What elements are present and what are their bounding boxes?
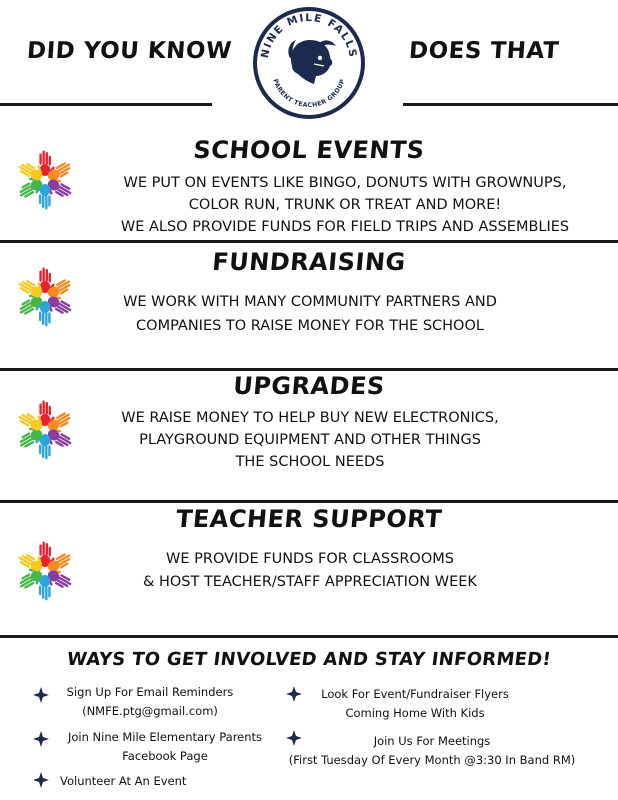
header-rule-right [403,103,618,106]
section-body-fundraising [80,290,540,338]
item-line: Join Us For Meetings [373,734,491,748]
body-line: WE ALSO PROVIDE FUNDS FOR FIELD TRIPS AND ASSEMBLIES [120,219,570,235]
body-line: WE WORK WITH MANY COMMUNITY PARTNERS AND [123,294,497,310]
header-left-text: DID YOU KNOW [26,38,233,64]
body-line: WE RAISE MONEY TO HELP BUY NEW ELECTRONICS, [121,410,499,426]
item-line: (NMFE.ptg@gmail.com) [82,704,218,718]
section-body-upgrades [80,407,540,473]
colorful-hands-icon [10,395,80,465]
item-line: Coming Home With Kids [345,706,485,720]
ways-title: WAYS TO GET INVOLVED AND STAY INFORMED! [65,649,553,670]
list-item-meetings [272,732,592,770]
item-line: Volunteer At An Event [60,774,187,788]
list-item-flyers [310,685,520,723]
item-line: (First Tuesday Of Every Month @3:30 In Band RM) [288,753,576,767]
header-rule-left [0,103,212,106]
colorful-hands-icon [10,262,80,332]
colorful-hands-icon [10,145,80,215]
body-line: PLAYGROUND EQUIPMENT AND OTHER THINGS [139,432,481,448]
item-line: Join Nine Mile Elementary Parents [67,730,263,744]
item-line: Sign Up For Email Reminders [66,685,234,699]
body-line: COLOR RUN, TRUNK OR TREAT AND MORE! [188,197,502,213]
body-line: THE SCHOOL NEEDS [235,454,385,470]
list-item-facebook [60,728,270,766]
star-bullet-icon [33,731,49,747]
star-bullet-icon [286,686,302,702]
logo-bottom-text: PARENT TEACHER GROUP [271,78,347,110]
body-line: WE PROVIDE FUNDS FOR CLASSROOMS [166,551,454,567]
section-title-fundraising: FUNDRAISING [211,248,407,276]
section-title-teacher-support: TEACHER SUPPORT [174,505,444,533]
body-line: COMPANIES TO RAISE MONEY FOR THE SCHOOL [136,318,484,334]
section-title-upgrades: UPGRADES [232,372,386,400]
ptg-logo [252,0,366,128]
section-title-school-events: SCHOOL EVENTS [192,136,426,164]
section-divider [0,500,618,503]
star-bullet-icon [33,687,49,703]
section-divider [0,635,618,638]
section-body-school-events [80,172,610,238]
section-divider [0,368,618,371]
body-line: & HOST TEACHER/STAFF APPRECIATION WEEK [143,574,477,590]
item-line: Facebook Page [122,749,208,763]
body-line: WE PUT ON EVENTS LIKE BINGO, DONUTS WITH GROWNUPS, [123,175,567,191]
list-item-volunteer [60,772,200,791]
header-right-text: DOES THAT [408,38,560,64]
colorful-hands-icon [10,536,80,606]
section-divider [0,240,618,243]
item-line: Look For Event/Fundraiser Flyers [321,687,509,701]
section-body-teacher-support [100,548,520,594]
logo-top-text: NINE MILE FALLS [259,11,359,60]
list-item-email [60,683,240,721]
star-bullet-icon [33,772,49,788]
